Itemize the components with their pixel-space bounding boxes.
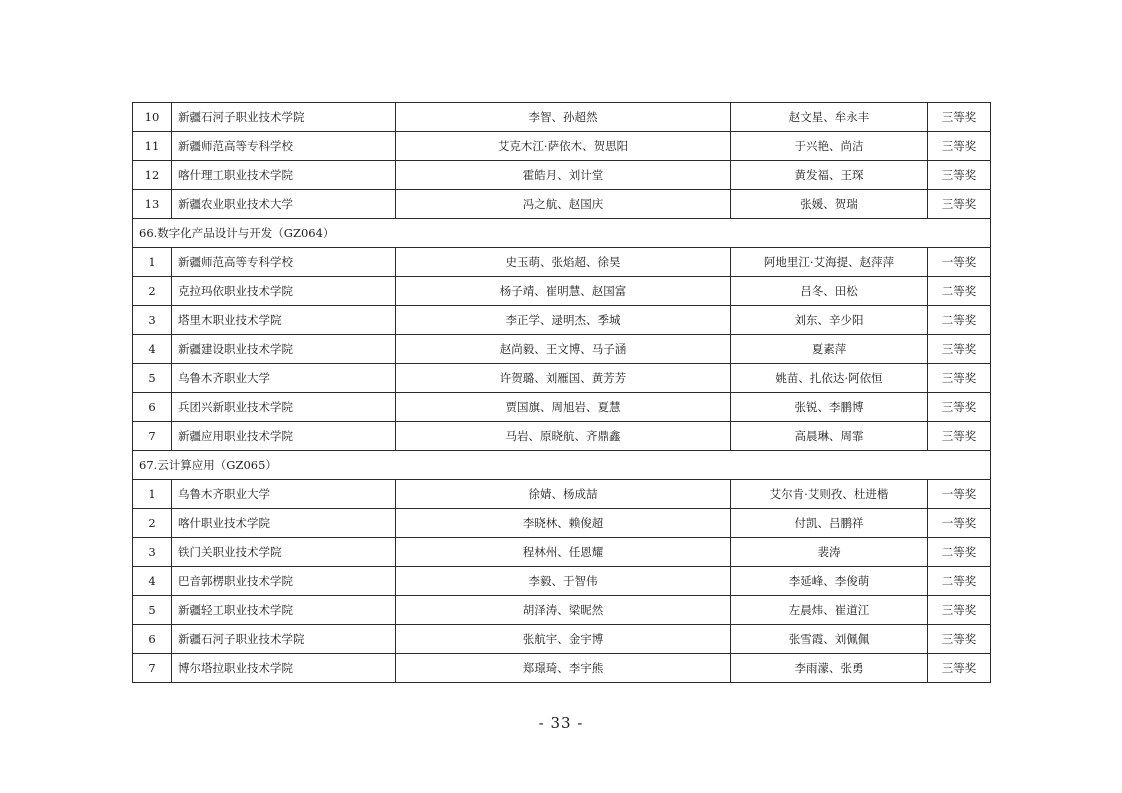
table-row	[133, 364, 991, 393]
table-row	[133, 190, 991, 219]
teacher-names: 艾尔肯·艾则孜、杜进楷	[731, 480, 928, 509]
award-level: 二等奖	[928, 277, 991, 306]
teacher-names: 吕冬、田松	[731, 277, 928, 306]
teacher-names: 于兴艳、尚洁	[731, 132, 928, 161]
school-name: 新疆石河子职业技术学院	[172, 625, 396, 654]
table-row	[133, 161, 991, 190]
student-names: 史玉萌、张焰超、徐昊	[396, 248, 731, 277]
school-name: 喀什理工职业技术学院	[172, 161, 396, 190]
school-name: 新疆石河子职业技术学院	[172, 103, 396, 132]
award-level: 三等奖	[928, 393, 991, 422]
teacher-names: 李延峰、李俊萌	[731, 567, 928, 596]
section-title: 66.数字化产品设计与开发（GZ064）	[133, 219, 991, 248]
student-names: 张航宇、金宇博	[396, 625, 731, 654]
student-names: 马岩、原晓航、齐鼎鑫	[396, 422, 731, 451]
teacher-names: 李雨濛、张勇	[731, 654, 928, 683]
school-name: 新疆师范高等专科学校	[172, 248, 396, 277]
student-names: 李毅、于智伟	[396, 567, 731, 596]
row-number: 13	[133, 190, 172, 219]
section-header-row	[133, 451, 991, 480]
table-row	[133, 538, 991, 567]
table-row	[133, 103, 991, 132]
row-number: 1	[133, 480, 172, 509]
row-number: 2	[133, 277, 172, 306]
school-name: 喀什职业技术学院	[172, 509, 396, 538]
award-level: 一等奖	[928, 248, 991, 277]
teacher-names: 左晨炜、崔道江	[731, 596, 928, 625]
teacher-names: 赵文星、牟永丰	[731, 103, 928, 132]
teacher-names: 阿地里江·艾海提、赵萍萍	[731, 248, 928, 277]
table-row	[133, 335, 991, 364]
page-number: - 33 -	[538, 714, 584, 732]
row-number: 7	[133, 422, 172, 451]
award-level: 二等奖	[928, 306, 991, 335]
school-name: 新疆轻工职业技术学院	[172, 596, 396, 625]
school-name: 乌鲁木齐职业大学	[172, 480, 396, 509]
award-level: 二等奖	[928, 538, 991, 567]
award-level: 三等奖	[928, 364, 991, 393]
student-names: 李智、孙超然	[396, 103, 731, 132]
row-number: 3	[133, 538, 172, 567]
student-names: 冯之航、赵国庆	[396, 190, 731, 219]
student-names: 程林州、任恩耀	[396, 538, 731, 567]
school-name: 铁门关职业技术学院	[172, 538, 396, 567]
row-number: 6	[133, 625, 172, 654]
row-number: 7	[133, 654, 172, 683]
row-number: 2	[133, 509, 172, 538]
table-row	[133, 422, 991, 451]
row-number: 5	[133, 596, 172, 625]
student-names: 艾克木江·萨依木、贺思阳	[396, 132, 731, 161]
table-row	[133, 306, 991, 335]
school-name: 博尔塔拉职业技术学院	[172, 654, 396, 683]
table-row	[133, 625, 991, 654]
award-level: 一等奖	[928, 480, 991, 509]
award-level: 二等奖	[928, 567, 991, 596]
row-number: 1	[133, 248, 172, 277]
row-number: 12	[133, 161, 172, 190]
row-number: 5	[133, 364, 172, 393]
student-names: 霍皓月、刘计堂	[396, 161, 731, 190]
teacher-names: 黄发福、王琛	[731, 161, 928, 190]
awards-table-body	[133, 103, 991, 683]
table-row	[133, 596, 991, 625]
row-number: 11	[133, 132, 172, 161]
row-number: 3	[133, 306, 172, 335]
student-names: 郑璟琦、李宇熊	[396, 654, 731, 683]
award-level: 一等奖	[928, 509, 991, 538]
award-level: 三等奖	[928, 335, 991, 364]
teacher-names: 张雪霞、刘佩佩	[731, 625, 928, 654]
teacher-names: 张锐、李鹏博	[731, 393, 928, 422]
table-row	[133, 567, 991, 596]
school-name: 新疆建设职业技术学院	[172, 335, 396, 364]
student-names: 杨子靖、崔明慧、赵国富	[396, 277, 731, 306]
teacher-names: 夏素萍	[731, 335, 928, 364]
student-names: 李正学、逯明杰、季城	[396, 306, 731, 335]
section-header-row	[133, 219, 991, 248]
teacher-names: 姚苗、扎依达·阿依恒	[731, 364, 928, 393]
school-name: 乌鲁木齐职业大学	[172, 364, 396, 393]
award-level: 三等奖	[928, 190, 991, 219]
teacher-names: 付凯、吕鹏祥	[731, 509, 928, 538]
award-level: 三等奖	[928, 103, 991, 132]
student-names: 许贺璐、刘雁国、黄芳芳	[396, 364, 731, 393]
teacher-names: 张媛、贺瑞	[731, 190, 928, 219]
table-row	[133, 393, 991, 422]
row-number: 10	[133, 103, 172, 132]
table-row	[133, 132, 991, 161]
school-name: 巴音郭楞职业技术学院	[172, 567, 396, 596]
school-name: 塔里木职业技术学院	[172, 306, 396, 335]
school-name: 克拉玛依职业技术学院	[172, 277, 396, 306]
awards-table	[132, 102, 991, 683]
row-number: 4	[133, 567, 172, 596]
row-number: 4	[133, 335, 172, 364]
student-names: 贾国旗、周旭岩、夏慧	[396, 393, 731, 422]
award-level: 三等奖	[928, 654, 991, 683]
table-row	[133, 509, 991, 538]
table-row	[133, 480, 991, 509]
row-number: 6	[133, 393, 172, 422]
table-row	[133, 277, 991, 306]
award-level: 三等奖	[928, 625, 991, 654]
award-level: 三等奖	[928, 161, 991, 190]
award-level: 三等奖	[928, 596, 991, 625]
teacher-names: 刘东、辛少阳	[731, 306, 928, 335]
student-names: 胡泽涛、梁昵然	[396, 596, 731, 625]
school-name: 新疆师范高等专科学校	[172, 132, 396, 161]
student-names: 李晓林、赖俊超	[396, 509, 731, 538]
table-row	[133, 248, 991, 277]
teacher-names: 高晨琳、周霏	[731, 422, 928, 451]
award-level: 三等奖	[928, 422, 991, 451]
student-names: 赵尚毅、王文博、马子涵	[396, 335, 731, 364]
award-level: 三等奖	[928, 132, 991, 161]
school-name: 新疆农业职业技术大学	[172, 190, 396, 219]
student-names: 徐婧、杨成喆	[396, 480, 731, 509]
school-name: 新疆应用职业技术学院	[172, 422, 396, 451]
teacher-names: 裴涛	[731, 538, 928, 567]
section-title: 67.云计算应用（GZ065）	[133, 451, 991, 480]
table-row	[133, 654, 991, 683]
school-name: 兵团兴新职业技术学院	[172, 393, 396, 422]
